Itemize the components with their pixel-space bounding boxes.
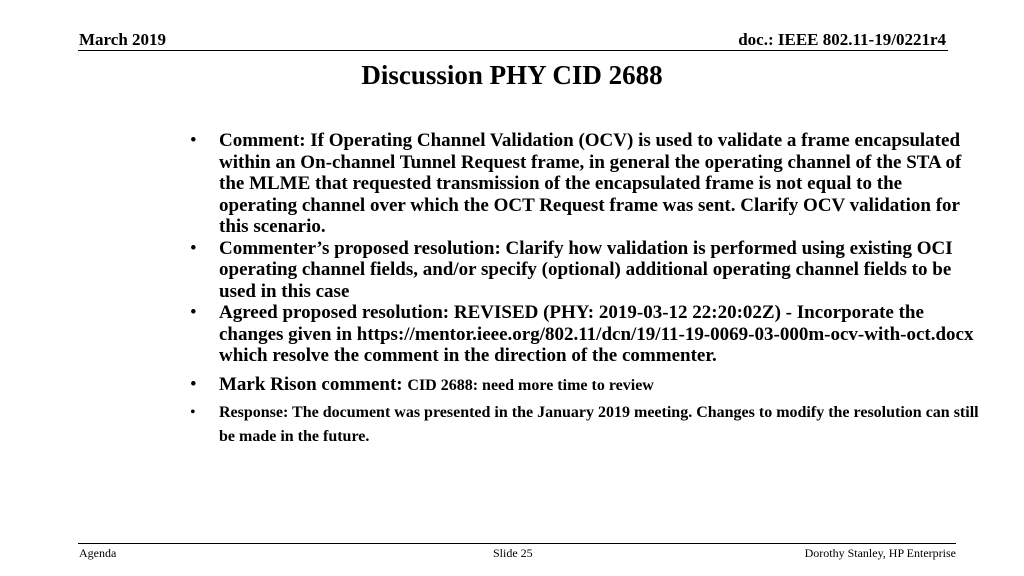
bullet-mark-rison	[190, 374, 980, 397]
bullet-response	[190, 401, 980, 449]
footer-author: Dorothy Stanley, HP Enterprise	[804, 546, 956, 560]
bullet-agreed-resolution	[190, 302, 980, 367]
bullet-symbol: •	[190, 302, 197, 323]
slide-title: Discussion PHY CID 2688	[361, 60, 663, 90]
bullet-proposed-resolution	[190, 238, 980, 303]
header-divider	[78, 50, 948, 51]
bullet-comment	[190, 130, 980, 238]
bullet-response-text: Response: The document was presented in the January 2019 meeting. Changes to modify the resolution can still be made in the future.	[219, 403, 979, 445]
header-date: March 2019	[79, 30, 167, 49]
bullet-comment-text: Comment: If Operating Channel Validation (OCV) is used to validate a frame encapsulated within an On-channel Tunnel Request frame, in general the operating channel of the STA of the MLME that requested transmission of the encapsulated frame is not equal to the operating channel over which the OCT Request frame was sent. Clarify OCV validation for this scenario.	[219, 130, 962, 237]
footer-divider	[78, 543, 956, 544]
bullet-mark-label: Mark Rison comment:	[219, 373, 408, 395]
bullet-symbol: •	[190, 130, 197, 151]
bullet-symbol: •	[190, 373, 197, 395]
bullet-mark-text: CID 2688: need more time to review	[407, 376, 654, 394]
header-doc-id: doc.: IEEE 802.11-19/0221r4	[738, 30, 946, 49]
slide-body	[190, 130, 980, 449]
footer-slide-number: Slide 25	[493, 546, 533, 560]
bullet-symbol: •	[190, 403, 196, 421]
bullet-proposed-resolution-text: Commenter’s proposed resolution: Clarify how validation is performed using existing OCI operating channel fields, and/or specify (optional) additional operating channel fields to be used in this case	[219, 237, 953, 302]
footer-left: Agenda	[79, 546, 117, 560]
bullet-symbol: •	[190, 237, 197, 259]
bullet-agreed-resolution-text: Agreed proposed resolution: REVISED (PHY: 2019-03-12 22:20:02Z) - Incorporate the changes given in https://mentor.ieee.org/802.11/dcn/19/11-19-0069-03-000m-ocv-with-oct.docx which resolve the comment in the direction of the commenter.	[219, 302, 974, 366]
